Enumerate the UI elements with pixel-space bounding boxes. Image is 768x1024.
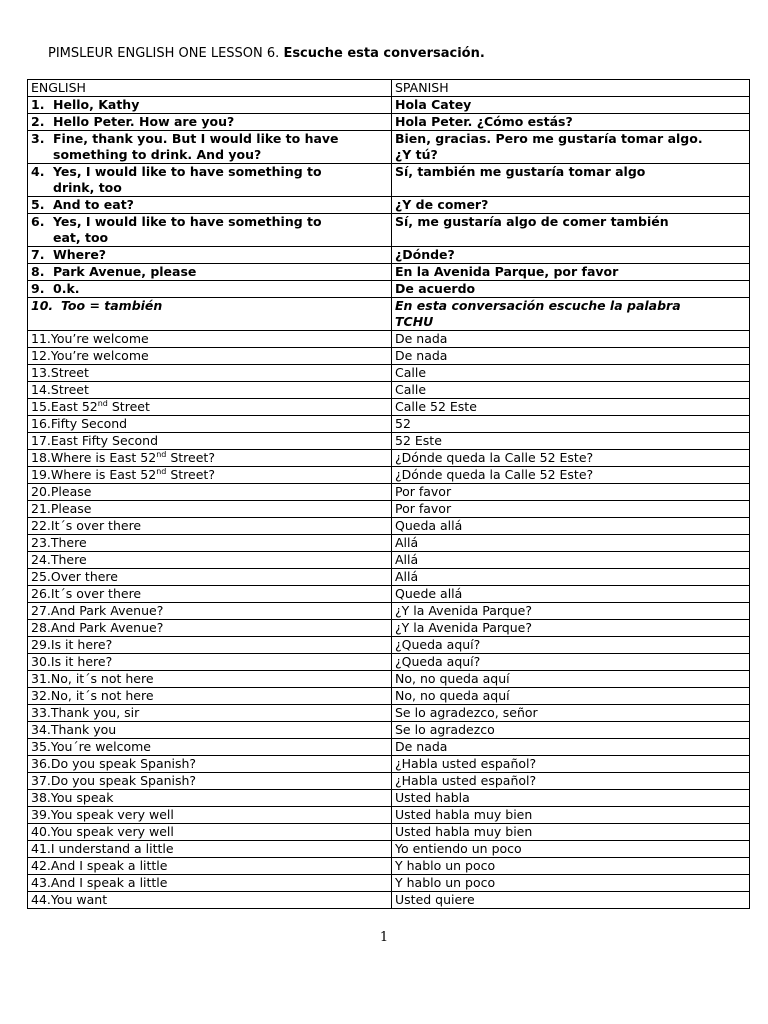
english-cell (28, 331, 392, 348)
english-text: 44.You want (31, 892, 108, 907)
spanish-cell (392, 298, 750, 331)
spanish-text: Y hablo un poco (395, 858, 496, 873)
spanish-cell (392, 518, 750, 535)
spanish-cell (392, 131, 750, 164)
spanish-text: Sí, me gustaría algo de comer también (395, 214, 669, 229)
english-text: Too = también (61, 298, 163, 313)
spanish-text: Queda allá (395, 518, 463, 533)
table-row (28, 671, 750, 688)
english-text: 21.Please (31, 501, 92, 516)
spanish-cell (392, 671, 750, 688)
table-row (28, 620, 750, 637)
spanish-text: 52 (395, 416, 411, 431)
english-cell (28, 164, 392, 197)
spanish-text: En la Avenida Parque, por favor (395, 264, 619, 279)
english-text: 37.Do you speak Spanish? (31, 773, 197, 788)
row-number: 9. (31, 281, 45, 296)
spanish-text: ¿Y la Avenida Parque? (395, 620, 532, 635)
table-row (28, 264, 750, 281)
spanish-cell (392, 688, 750, 705)
english-cell (28, 552, 392, 569)
english-text: eat, too (53, 230, 109, 245)
english-text: 38.You speak (31, 790, 114, 805)
table-row (28, 654, 750, 671)
ordinal-suffix: nd (156, 449, 167, 459)
table-row (28, 450, 750, 467)
english-cell (28, 807, 392, 824)
spanish-cell (392, 433, 750, 450)
spanish-cell (392, 535, 750, 552)
spanish-text: Quede allá (395, 586, 463, 601)
spanish-cell (392, 858, 750, 875)
english-cell (28, 603, 392, 620)
spanish-cell (392, 164, 750, 197)
spanish-text: ¿Queda aquí? (395, 654, 481, 669)
table-row (28, 807, 750, 824)
spanish-cell (392, 484, 750, 501)
spanish-text: Yo entiendo un poco (395, 841, 522, 856)
spanish-text: En esta conversación escuche la palabra (395, 298, 681, 313)
english-text: 13.Street (31, 365, 89, 380)
english-text: Park Avenue, please (53, 264, 197, 279)
table-row (28, 535, 750, 552)
english-cell (28, 433, 392, 450)
table-row (28, 281, 750, 298)
table-row (28, 892, 750, 909)
spanish-text: Calle 52 Este (395, 399, 477, 414)
english-cell (28, 858, 392, 875)
table-row (28, 164, 750, 197)
spanish-cell (392, 467, 750, 484)
spanish-cell (392, 654, 750, 671)
english-text: 19.Where is East 52 (31, 467, 157, 482)
english-cell (28, 450, 392, 467)
table-row-note (28, 298, 750, 331)
table-row (28, 131, 750, 164)
english-cell (28, 705, 392, 722)
spanish-text: ¿Y de comer? (395, 197, 489, 212)
spanish-cell (392, 722, 750, 739)
spanish-text: ¿Habla usted español? (395, 756, 537, 771)
english-cell (28, 382, 392, 399)
page-number: 1 (379, 930, 389, 945)
english-cell (28, 586, 392, 603)
spanish-text: No, no queda aquí (395, 688, 510, 703)
english-text: Yes, I would like to have something to (53, 214, 322, 229)
english-cell (28, 484, 392, 501)
spanish-text: Allá (395, 552, 419, 567)
spanish-cell (392, 841, 750, 858)
table-row (28, 247, 750, 264)
table-row (28, 841, 750, 858)
english-text: 28.And Park Avenue? (31, 620, 164, 635)
table-row (28, 722, 750, 739)
english-cell (28, 214, 392, 247)
english-text: 36.Do you speak Spanish? (31, 756, 197, 771)
spanish-text: Por favor (395, 501, 452, 516)
english-text: 20.Please (31, 484, 92, 499)
spanish-cell (392, 264, 750, 281)
spanish-text: Allá (395, 535, 419, 550)
spanish-text: 52 Este (395, 433, 442, 448)
spanish-text: Se lo agradezco, señor (395, 705, 538, 720)
table-row (28, 688, 750, 705)
english-text: 23.There (31, 535, 87, 550)
english-cell (28, 569, 392, 586)
table-row (28, 97, 750, 114)
english-text: 39.You speak very well (31, 807, 174, 822)
english-text: 0.k. (53, 281, 80, 296)
table-row (28, 569, 750, 586)
english-text-tail: Street? (166, 450, 215, 465)
english-text: 11.You’re welcome (31, 331, 149, 346)
english-cell (28, 501, 392, 518)
english-text: 12.You’re welcome (31, 348, 149, 363)
table-row (28, 501, 750, 518)
english-text: Hello, Kathy (53, 97, 140, 112)
english-text: 32.No, it´s not here (31, 688, 154, 703)
spanish-text: ¿Y la Avenida Parque? (395, 603, 532, 618)
spanish-cell (392, 739, 750, 756)
english-text: something to drink. And you? (53, 147, 262, 162)
spanish-cell (392, 552, 750, 569)
english-cell (28, 722, 392, 739)
english-cell (28, 264, 392, 281)
spanish-cell (392, 97, 750, 114)
row-number: 4. (31, 164, 45, 179)
row-number: 6. (31, 214, 45, 229)
spanish-text: Usted habla (395, 790, 470, 805)
table-row (28, 433, 750, 450)
spanish-cell (392, 281, 750, 298)
english-cell (28, 875, 392, 892)
table-row (28, 484, 750, 501)
english-cell (28, 518, 392, 535)
spanish-cell (392, 382, 750, 399)
english-text: 18.Where is East 52 (31, 450, 157, 465)
table-row (28, 603, 750, 620)
english-text: 15.East 52 (31, 399, 98, 414)
spanish-cell (392, 416, 750, 433)
spanish-cell (392, 773, 750, 790)
english-cell (28, 739, 392, 756)
spanish-text: Hola Peter. ¿Cómo estás? (395, 114, 573, 129)
spanish-text: Calle (395, 365, 427, 380)
english-text: 16.Fifty Second (31, 416, 128, 431)
spanish-cell (392, 450, 750, 467)
spanish-text: ¿Queda aquí? (395, 637, 481, 652)
spanish-text: Y hablo un poco (395, 875, 496, 890)
english-cell (28, 756, 392, 773)
spanish-cell (392, 365, 750, 382)
english-text: Yes, I would like to have something to (53, 164, 322, 179)
english-cell (28, 348, 392, 365)
table-row (28, 637, 750, 654)
english-text-tail: Street? (166, 467, 215, 482)
english-cell (28, 467, 392, 484)
ordinal-suffix: nd (156, 466, 167, 476)
table-row (28, 467, 750, 484)
english-text: 14.Street (31, 382, 89, 397)
table-row (28, 790, 750, 807)
english-text: 34.Thank you (31, 722, 117, 737)
spanish-text: ¿Y tú? (395, 147, 438, 162)
english-text: 43.And I speak a little (31, 875, 168, 890)
spanish-text: Allá (395, 569, 419, 584)
english-cell (28, 365, 392, 382)
spanish-text: Usted habla muy bien (395, 824, 533, 839)
spanish-cell (392, 892, 750, 909)
table-row (28, 399, 750, 416)
spanish-cell (392, 331, 750, 348)
table-row (28, 552, 750, 569)
english-text: 17.East Fifty Second (31, 433, 159, 448)
english-cell (28, 399, 392, 416)
english-cell (28, 892, 392, 909)
spanish-text: De nada (395, 331, 448, 346)
english-cell (28, 824, 392, 841)
english-cell (28, 197, 392, 214)
table-row (28, 365, 750, 382)
table-row (28, 705, 750, 722)
english-text: 22.It´s over there (31, 518, 142, 533)
english-cell (28, 114, 392, 131)
english-text: And to eat? (53, 197, 134, 212)
spanish-cell (392, 807, 750, 824)
english-cell (28, 790, 392, 807)
lesson-table-body (28, 80, 750, 909)
english-text: 33.Thank you, sir (31, 705, 140, 720)
page-title (48, 46, 485, 61)
english-text: 26.It´s over there (31, 586, 142, 601)
table-row (28, 518, 750, 535)
title-bold: Escuche esta conversación. (283, 46, 485, 61)
spanish-text: No, no queda aquí (395, 671, 510, 686)
english-text: 25.Over there (31, 569, 118, 584)
english-text-tail: Street (107, 399, 150, 414)
row-number: 5. (31, 197, 45, 212)
english-cell (28, 416, 392, 433)
lesson-table (27, 79, 750, 909)
ordinal-suffix: nd (97, 398, 108, 408)
english-cell (28, 131, 392, 164)
english-cell (28, 841, 392, 858)
table-row (28, 331, 750, 348)
english-cell (28, 637, 392, 654)
title-plain: PIMSLEUR ENGLISH ONE LESSON 6. (48, 46, 280, 61)
spanish-cell (392, 114, 750, 131)
spanish-text: De nada (395, 739, 448, 754)
english-text: 24.There (31, 552, 87, 567)
spanish-text: Calle (395, 382, 427, 397)
spanish-cell (392, 501, 750, 518)
column-header-spanish: SPANISH (392, 80, 750, 97)
english-cell (28, 773, 392, 790)
spanish-text: TCHU (395, 314, 434, 329)
spanish-cell (392, 705, 750, 722)
spanish-text: ¿Dónde? (395, 247, 455, 262)
table-row (28, 858, 750, 875)
spanish-text: De acuerdo (395, 281, 476, 296)
english-cell (28, 298, 392, 331)
spanish-text: Usted habla muy bien (395, 807, 533, 822)
spanish-text: De nada (395, 348, 448, 363)
spanish-cell (392, 790, 750, 807)
spanish-text: Por favor (395, 484, 452, 499)
row-number: 8. (31, 264, 45, 279)
spanish-text: ¿Dónde queda la Calle 52 Este? (395, 450, 594, 465)
english-text: drink, too (53, 180, 122, 195)
table-row (28, 382, 750, 399)
english-text: 30.Is it here? (31, 654, 113, 669)
english-text: 31.No, it´s not here (31, 671, 154, 686)
table-row (28, 214, 750, 247)
table-row (28, 416, 750, 433)
spanish-cell (392, 824, 750, 841)
english-cell (28, 281, 392, 298)
column-header-english: ENGLISH (28, 80, 392, 97)
table-row (28, 739, 750, 756)
row-number: 2. (31, 114, 45, 129)
row-number: 3. (31, 131, 45, 146)
spanish-cell (392, 214, 750, 247)
english-cell (28, 535, 392, 552)
english-cell (28, 688, 392, 705)
english-text: Fine, thank you. But I would like to have (53, 131, 339, 146)
english-text: Where? (53, 247, 107, 262)
english-text: 27.And Park Avenue? (31, 603, 164, 618)
table-row (28, 348, 750, 365)
english-text: 40.You speak very well (31, 824, 174, 839)
spanish-text: ¿Dónde queda la Calle 52 Este? (395, 467, 594, 482)
spanish-cell (392, 603, 750, 620)
spanish-cell (392, 348, 750, 365)
row-number: 7. (31, 247, 45, 262)
english-text: 42.And I speak a little (31, 858, 168, 873)
english-cell (28, 654, 392, 671)
spanish-cell (392, 399, 750, 416)
table-row (28, 586, 750, 603)
table-row (28, 114, 750, 131)
english-cell (28, 97, 392, 114)
table-row (28, 875, 750, 892)
spanish-text: ¿Habla usted español? (395, 773, 537, 788)
english-text: 29.Is it here? (31, 637, 113, 652)
table-row (28, 756, 750, 773)
spanish-text: Usted quiere (395, 892, 475, 907)
spanish-cell (392, 197, 750, 214)
spanish-text: Bien, gracias. Pero me gustaría tomar algo. (395, 131, 703, 146)
spanish-text: Hola Catey (395, 97, 472, 112)
spanish-cell (392, 586, 750, 603)
spanish-cell (392, 875, 750, 892)
spanish-cell (392, 247, 750, 264)
table-header-row (28, 80, 750, 97)
spanish-text: Se lo agradezco (395, 722, 495, 737)
spanish-cell (392, 620, 750, 637)
english-cell (28, 620, 392, 637)
spanish-cell (392, 569, 750, 586)
english-cell (28, 247, 392, 264)
english-text: 35.You´re welcome (31, 739, 151, 754)
table-row (28, 773, 750, 790)
english-text: Hello Peter. How are you? (53, 114, 235, 129)
row-number: 10. (31, 298, 54, 313)
table-row (28, 197, 750, 214)
spanish-cell (392, 637, 750, 654)
spanish-cell (392, 756, 750, 773)
english-cell (28, 671, 392, 688)
row-number: 1. (31, 97, 45, 112)
table-row (28, 824, 750, 841)
spanish-text: Sí, también me gustaría tomar algo (395, 164, 646, 179)
english-text: 41.I understand a little (31, 841, 174, 856)
